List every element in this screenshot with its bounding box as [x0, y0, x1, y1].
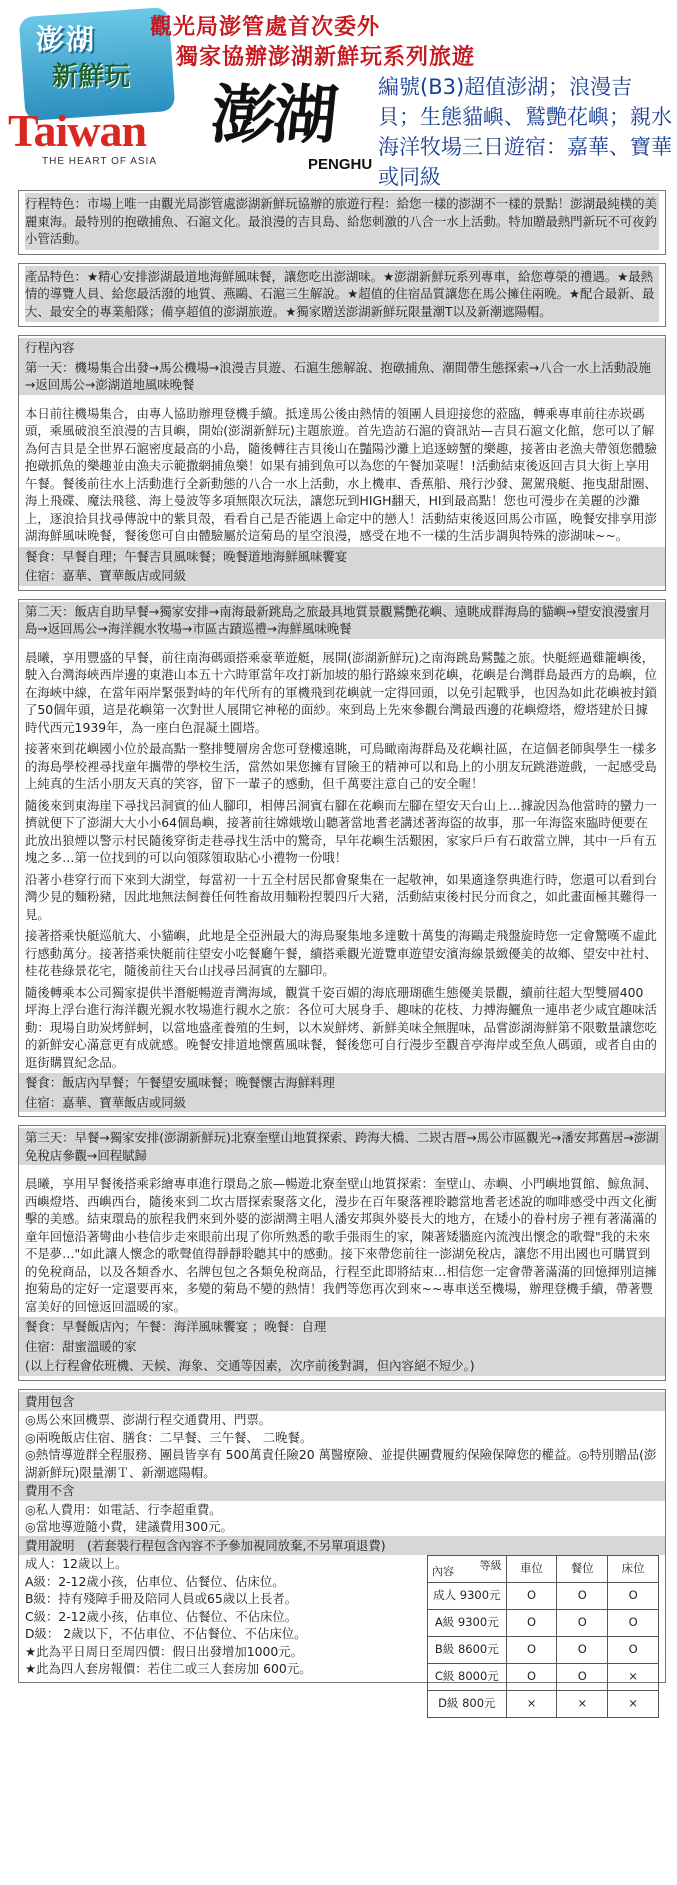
fee-details	[25, 1555, 659, 1711]
fee-include-item: ◎兩晚飯店住宿、膳食：二早餐、三午餐、 二晚餐。	[25, 1429, 313, 1445]
header-title-line2: 獨家協辦澎湖新鮮玩系列旅遊	[176, 44, 476, 70]
day2-paragraph: 接著來到花嶼國小位於最高點一整排雙層房舍您可登樓遠眺，可鳥瞰南海群島及花嶼社區，在這個老師與學生一樣多的海島學校裡尋找童年攜帶的學校生活，當然如果您擁有冒險王的精神可以和島上的小朋友玩跳港遊戲，一起感受島上純真的生活小朋友天真的笑容，留下一輩子的感動，但千萬要注意自己的安全喔！	[25, 741, 657, 791]
fee-line: B級：持有殘障手冊及陪同人員或65歲以上長者。	[25, 1591, 298, 1606]
table-row-label: 成人 9300元	[428, 1583, 507, 1610]
table-row-label: C級 8000元	[428, 1664, 507, 1691]
day2-paragraph: 接著搭乘快艇巡航大、小貓嶼，此地是全亞洲最大的海鳥聚集地多達數十萬隻的海鷗走飛盤旋時您一定會驚嘆不虛此行感動萬分。接著搭乘快艇前往望安小吃餐廳午餐，續搭乘觀光遊覽車遊望安濱海線景緻優美的故鄉、望安中社村、桂花巷綠景花宅，隨後前往天台山找尋呂洞賓的左腳印。	[25, 928, 657, 978]
table-row-label: A級 9300元	[428, 1610, 507, 1637]
fees-section	[18, 1389, 666, 1711]
table-cell: O	[608, 1610, 659, 1637]
table-cell: O	[506, 1664, 557, 1691]
table-col-header: 床位	[608, 1556, 659, 1583]
fee-line: A級：2-12歲小孩，佔車位、佔餐位、佔床位。	[25, 1573, 285, 1589]
day3-route: 第三天：早餐→獨家安排(澎湖新鮮玩)北寮奎壁山地質探索、跨海大橋、二崁古厝→馬公市區觀光→潘安邦舊居→澎湖免稅店參觀→回程賦歸	[19, 1128, 665, 1165]
fee-line: ★此為平日周日至周四價：假日出發增加1000元。	[25, 1643, 304, 1659]
table-header-row	[428, 1556, 659, 1583]
fee-include-item: ◎熱情導遊群全程服務、團員皆享有 500萬責任險20 萬醫療險、並提供團費履約保險保障您的權益。◎特別贈品(澎湖新鮮玩)限量潮Ｔ、新潮遮陽帽。	[25, 1447, 657, 1480]
day2-meals: 餐食：飯店內早餐；午餐望安風味餐；晚餐懷古海鮮料理	[19, 1073, 665, 1093]
day2-paragraph: 隨後轉乘本公司獨家提供半潛艇暢遊青灣海域，觀賞千姿百媚的海底珊瑚礁生態優美景觀，續前往超大型雙層400 坪海上浮台進行海洋觀光親水牧場進行親水之旅：各位可大展身手、趣味的花枝、力搏海鱺魚一連串老少咸宜趣味活動：現場自助炭烤鮮蚵，以當地盛產養殖的生蚵，以木炭鮮烤、新鮮美味全無腥味，品嘗澎湖海鮮第不限數量讓您吃的新鮮安心滿意更有成就感。晚餐安排道地懷舊風味餐，餐後您可自行漫步至觀音亭海岸或至魚人碼頭，或者自由的逛街購買紀念品。	[25, 984, 657, 1070]
table-row	[428, 1691, 659, 1718]
header	[0, 0, 677, 208]
day2-hotel: 住宿：嘉華、寶華飯店或同級	[19, 1093, 665, 1113]
calligraphy-text: 澎湖	[207, 78, 340, 153]
tour-code-title: 編號(B3)超值澎湖；浪漫吉貝；生態貓嶼、鷲艷花嶼；親水海洋牧場三日遊宿：嘉華、寶華或同級	[378, 75, 672, 189]
fee-note-title: 費用說明	[25, 1537, 75, 1553]
fee-note-sub: (若套裝行程包含內容不予參加視同放棄,不另單項退費)	[86, 1537, 386, 1553]
day2-section	[18, 599, 666, 1118]
table-row	[428, 1637, 659, 1664]
table-cell: O	[608, 1637, 659, 1664]
header-title-line1: 觀光局澎管處首次委外	[150, 14, 381, 40]
fee-line: C級：2-12歲小孩，佔車位、佔餐位、不佔床位。	[25, 1608, 298, 1624]
table-row	[428, 1583, 659, 1610]
day2-route: 第二天：飯店自助早餐→獨家安排→南海最新跳島之旅最具地質景觀鷲艷花嶼、遠眺成群海鳥的貓嶼→望安浪漫蜜月島→返回馬公→海洋親水牧場→市區古蹟巡禮→海鮮風味晚餐	[19, 602, 665, 639]
table-cell: ×	[506, 1691, 557, 1718]
table-cell: O	[557, 1583, 608, 1610]
day2-paragraph: 隨後來到東海崖下尋找呂洞賓的仙人腳印，相傳呂洞賓右腳在花嶼而左腳在望安天台山上…據說因為他當時的蠻力一擠就便下了澎湖大大小小64個島嶼，接著前往嫦娥墩山聽著當地耆老講述著海盜的故事，那一年海盜來臨時便要在此放出狼煙以警示村民隨後穿街走巷尋找生活中的驚奇，早年花嶼生活艱困，家家戶戶有石敢當立牌，其中一戶有五塊之多…第一位找到的可以向領隊領取貼心小禮物一份哦！	[25, 797, 657, 865]
logo-taiwan: Taiwan	[8, 105, 147, 156]
features-text: 行程特色：市場上唯一由觀光局澎管處澎湖新鮮玩協辦的旅遊行程：給您一樣的澎湖不一樣的景點！澎湖最純樸的美麗東海。最特別的抱礅捕魚、石滬文化。最浪漫的吉貝島、給您刺激的八合一水上活動。特加贈最熱門新玩不可夜釣小管活動。	[25, 193, 659, 250]
table-cell: O	[557, 1637, 608, 1664]
day3-section	[18, 1125, 666, 1381]
day3-hotel: 住宿：甜蜜溫暖的家	[19, 1337, 665, 1357]
table-cell: O	[506, 1610, 557, 1637]
table-cell: O	[506, 1637, 557, 1664]
logo-text-fresh: 新鮮玩	[52, 62, 131, 92]
penghu-calligraphy	[207, 64, 380, 180]
table-cell: ×	[608, 1664, 659, 1691]
fee-line: D級： 2歲以下，不佔車位、不佔餐位、不佔床位。	[25, 1626, 307, 1641]
day1-meals: 餐食：早餐自理；午餐吉貝風味餐；晚餐道地海鮮風味饗宴	[19, 547, 665, 567]
table-cell: O	[506, 1583, 557, 1610]
table-col-header: 餐位	[557, 1556, 608, 1583]
products-section	[18, 263, 666, 328]
day1-hotel: 住宿：嘉華、寶華飯店或同級	[19, 566, 665, 586]
fee-note-heading	[19, 1536, 665, 1556]
table-cell: O	[557, 1664, 608, 1691]
day1-section	[18, 335, 666, 591]
fee-exclude-item: ◎私人費用：如電話、行李超重費。	[25, 1501, 222, 1517]
fee-exclude-item: ◎當地導遊隨小費，建議費用300元。	[25, 1519, 233, 1534]
table-row	[428, 1610, 659, 1637]
table-cell: ×	[557, 1691, 608, 1718]
fee-table	[427, 1555, 659, 1718]
products-text: 產品特色：★精心安排澎湖最道地海鮮風味餐，讓您吃出澎湖味。★澎湖新鮮玩系列專車，給您尊榮的禮遇。★最熱情的導覽人員、給您最活潑的地質、燕鷗、石滬三生解說。★超值的住宿品質讓您在馬公擁住兩晚。★配合最新、最大、最安全的專業船隊；備享超值的澎湖旅遊。★獨家贈送澎湖新鮮玩限量潮T以及新潮遮陽帽。	[25, 266, 659, 323]
day1-route: 第一天：機場集合出發→馬公機場→浪漫吉貝遊、石滬生態解說、抱礅捕魚、潮間帶生態探索→八合一水上活動設施→返回馬公→澎湖道地風味晚餐	[19, 358, 665, 395]
calligraphy-sub: PENGHU	[308, 156, 373, 173]
logo-text-penghu: 澎湖	[36, 23, 97, 56]
day1-body: 本日前往機場集合，由專人協助辦理登機手續。抵達馬公後由熱情的領團人員迎接您的蒞臨，轉乘專車前往赤崁碼頭，乘風破浪至浪漫的吉貝嶼，開始(澎湖新鮮玩)主題旅遊。首先造訪石滬的資訊站—吉貝石滬文化館，您可以了解為何吉貝是全世界石滬密度最高的小島，隨後轉往吉貝後山在豔陽沙灘上追逐螃蟹的樂趣，接著由老漁夫帶領您體驗抱礅抓魚的樂趣並由漁夫示範撒網捕魚樂！如果有捕到魚可以為您的午餐加菜喔！!活動結束後返回吉貝大街上享用午餐。餐後前往水上活動進行全新動態的八合一水上活動，水上機車、香蕉船、飛行沙發、駕駕飛艇、拖曳甜甜圈、海上飛碟、魔法飛毯、海上曼波等多項無限次玩法，讓您玩到HIGH翻天，HI到最高點！您也可漫步在美麗的沙灘上，逐浪拾貝找尋傳說中的紫貝殼，看看自己是否能遇上命定中的戀人！活動結束後返回馬公市區，晚餐安排享用澎湖海鮮風味晚餐，餐後您可自由體驗屬於這菊島的星空浪漫，感受在地不一樣的生活步調與特殊的澎湖味~~。	[25, 405, 657, 543]
day2-paragraph: 晨曦，享用豐盛的早餐，前往南海碼頭搭乘豪華遊艇，展開(澎湖新鮮玩)之南海跳島鷲豔之旅。快艇經過雞籠嶼後，駛入台灣海峽西岸邊的東港山本五十六時軍當年攻打新加坡的船行路線來到花嶼，花嶼是台灣群島最西方的島嶼，位在海峽中線，在當年兩岸緊張對峙的年代所有的軍機飛到花嶼就一定得回頭，以免引起戰爭，也因為如此花嶼被封鎖了50個年頭，這是花嶼第一次對世人展開它神秘的面紗。來到島上先來參觀台灣最西邊的花嶼燈塔，燈塔建於日據時代西元1939年，為一座白色混凝土圓塔。	[25, 649, 657, 735]
table-hdr-grade: 等級	[479, 1559, 502, 1572]
logo-tagline: THE HEART OF ASIA	[42, 156, 157, 167]
table-hdr-content: 內容	[432, 1564, 454, 1578]
table-row-label: B級 8600元	[428, 1637, 507, 1664]
day3-body: 晨曦，享用早餐後搭乘彩繪專車進行環島之旅—暢遊北寮奎壁山地質探索：奎壁山、赤嶼、小門嶼地質館、鯨魚洞、西嶼燈塔、西嶼西台，隨後來到二坎古厝探索聚落文化，漫步在百年聚落裡聆聽當地耆老述說的咖啡感受中西文化衝擊的美感。結束環島的旅程我們來到外婆的澎湖灣主唱人潘安邦與外婆長大的地方，在矮小的眷村房子裡有著滿滿的童年回憶沿著彎曲小巷信步走來眼前出現了你所熟悉的歌手張雨生的家，陳著矮牆庭內流洩出懷念的歌聲"我的未來不是夢…"如此讓人懷念的歌聲值得靜靜聆聽其中的感動。接下來帶您前往一澎湖免稅店，讓您不用出國也可購買到的免稅商品，以及各類香水、名牌包包之各類免稅商品，行程至此即將結束…相信您一定會帶著滿滿的回憶揮別這擁抱菊島的定好一定還要再來，多變的菊島不變的熱情！我們等您再次到來~~專車送至機場，辦理登機手續，帶著豐富美好的回憶返回溫暖的家。	[25, 1176, 657, 1314]
table-row-label: D級 800元	[428, 1691, 507, 1718]
features-section	[18, 190, 666, 255]
fee-include-heading: 費用包含	[19, 1392, 665, 1412]
fee-line: ★此為四人套房報價：若住二或三人套房加 600元。	[25, 1661, 312, 1676]
day3-note: (以上行程會依班機、天候、海象、交通等因素，次序前後對調，但內容絕不短少。)	[19, 1356, 665, 1376]
fee-line: 成人：12歲以上。	[25, 1556, 128, 1571]
table-col-header: 車位	[506, 1556, 557, 1583]
table-cell: O	[557, 1610, 608, 1637]
table-corner-cell	[428, 1556, 507, 1583]
tour-content	[18, 190, 666, 1711]
itinerary-heading: 行程內容	[19, 338, 665, 358]
day2-paragraph: 沿著小巷穿行而下來到大湖堂，每當初一十五全村居民都會聚集在一起敬神，如果適逢祭典進行時，您還可以看到台灣少見的麵粉豬，因此地無法飼養任何牲畜故用麵粉揑製四斤大豬，活動結束後村民分而食之，如此畫面極其難得一見。	[25, 871, 657, 922]
table-cell: O	[608, 1583, 659, 1610]
table-row	[428, 1664, 659, 1691]
fee-exclude-heading: 費用不含	[19, 1481, 665, 1501]
fee-include-item: ◎馬公來回機票、澎湖行程交通費用、門票。	[25, 1412, 272, 1427]
table-cell: ×	[608, 1691, 659, 1718]
day3-meals: 餐食：早餐飯店內；午餐：海洋風味饗宴 ；晚餐：自理	[19, 1317, 665, 1337]
